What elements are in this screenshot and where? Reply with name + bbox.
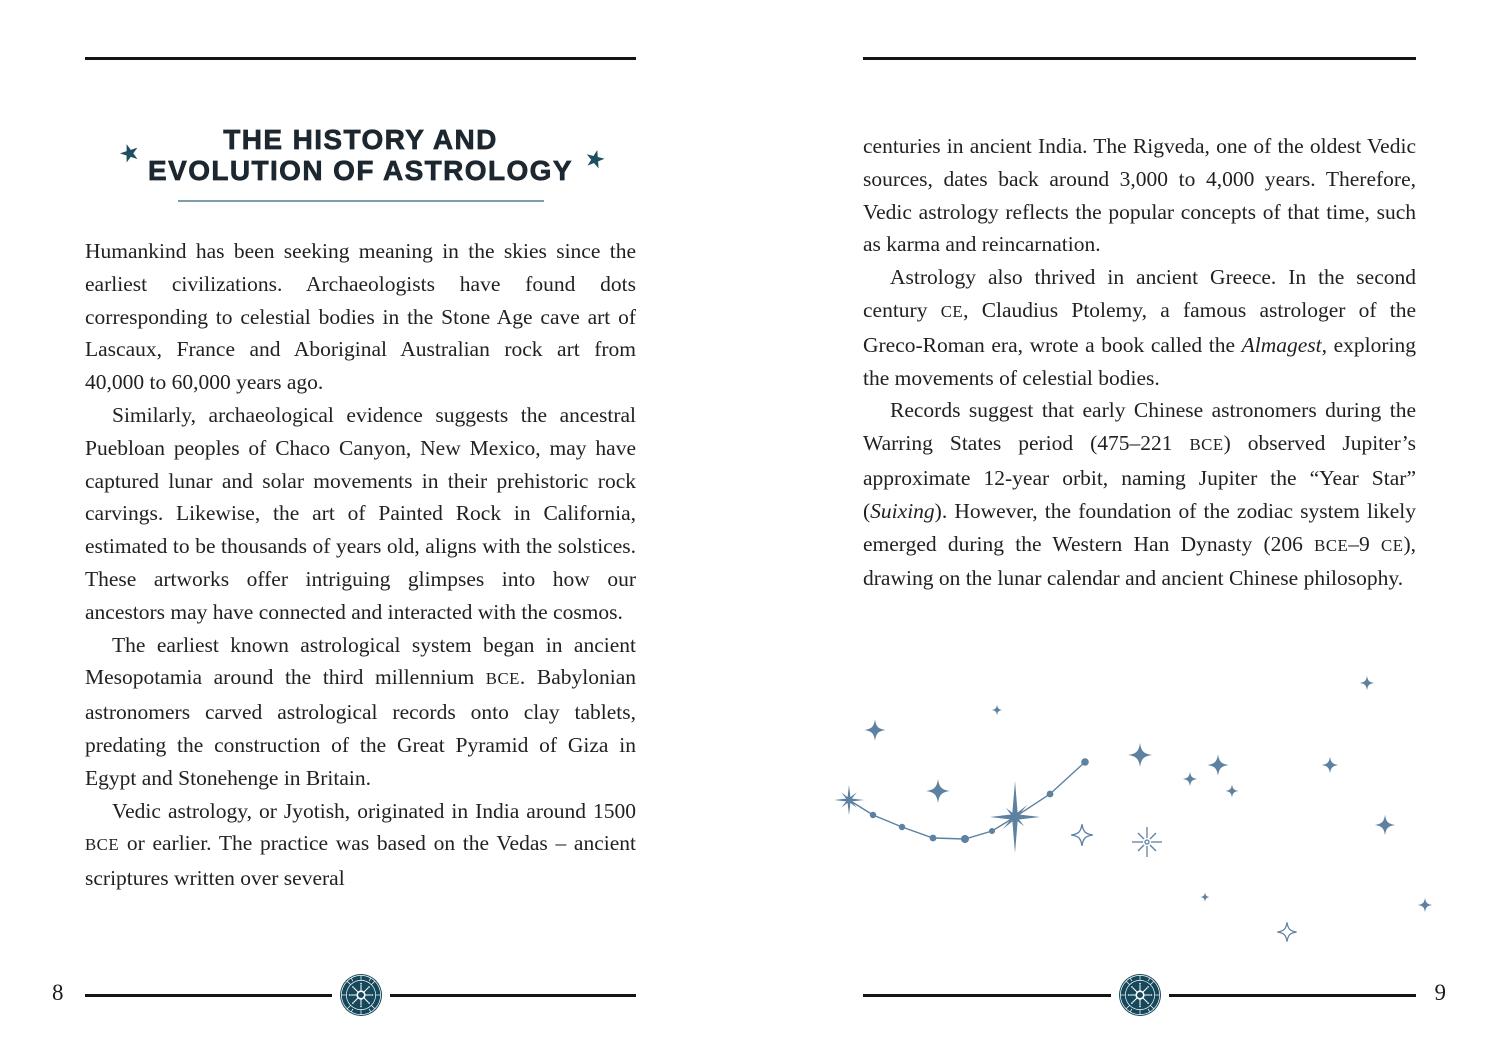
top-rule	[863, 57, 1416, 60]
page-number-left: 8	[52, 980, 64, 1005]
paragraph: Similarly, archaeological evidence suggests the ancestral Puebloan peoples of Chaco Canyon, New Mexico, may have captured lunar and solar movements in their prehistoric rock carvings. Likewise, the art of Painted Rock in California, estimated to be thousands of years old, aligns with the solstices. These artworks offer intriguing glimpses into how our ancestors may have connected and interacted with the cosmos.	[85, 402, 636, 624]
footer-rule	[863, 994, 1111, 997]
constellation-illustration	[835, 655, 1450, 955]
left-page-body	[85, 235, 636, 895]
zodiac-medallion-icon	[1118, 973, 1162, 1017]
zodiac-medallion-icon	[339, 973, 383, 1017]
top-rule	[85, 57, 636, 60]
left-page	[85, 0, 636, 1057]
paragraph: Humankind has been seeking meaning in the skies since the earliest civilizations. Archaeologists have found dots corresponding to celestial bodies in the Stone Age cave art of Lascaux, France and Aboriginal Australian rock art from 40,000 to 60,000 years ago.	[85, 239, 636, 395]
title-divider	[178, 200, 544, 202]
chapter-title	[85, 124, 636, 186]
paragraph: centuries in ancient India. The Rigveda, one of the oldest Vedic sources, dates back around 3,000 to 4,000 years. Therefore, Vedic astrology reflects the popular concepts of that time, such as karma and reincarnation.	[863, 134, 1416, 257]
paragraph: Astrology also thrived in ancient Greece. In the second century CE, Claudius Ptolemy, a famous astrologer of the Greco-Roman era, wrote a book called the Almagest, exploring the movements of celestial bodies.	[863, 265, 1417, 390]
right-page-body	[863, 130, 1416, 595]
right-page-footer	[863, 973, 1416, 1017]
star-icon: ★	[581, 144, 609, 176]
left-page-footer	[85, 973, 636, 1017]
paragraph: The earliest known astrological system began in ancient Mesopotamia around the third millennium BCE. Babylonian astronomers carved astrological records onto clay tablets, predating the construction of the Great Pyramid of Giza in Egypt and Stonehenge in Britain.	[85, 632, 636, 790]
footer-rule	[1169, 994, 1417, 997]
footer-rule	[390, 994, 637, 997]
paragraph: Records suggest that early Chinese astronomers during the Warring States period (475–221 BCE) observed Jupiter’s approximate 12-year orbit, naming Jupiter the “Year Star” (Suixing). However, the foundation of the zodiac system likely emerged during the Western Han Dynasty (206 BCE–9 CE), drawing on the lunar calendar and ancient Chinese philosophy.	[863, 398, 1416, 591]
star-icon: ★	[115, 138, 145, 170]
chapter-title-line1: THE HISTORY AND	[223, 124, 498, 155]
paragraph: Vedic astrology, or Jyotish, originated in India around 1500 BCE or earlier. The practice was based on the Vedas – ancient scriptures written over several	[85, 798, 636, 891]
page-number-right: 9	[1434, 980, 1446, 1005]
footer-rule	[85, 994, 332, 997]
chapter-title-line2: EVOLUTION OF ASTROLOGY	[148, 155, 573, 186]
